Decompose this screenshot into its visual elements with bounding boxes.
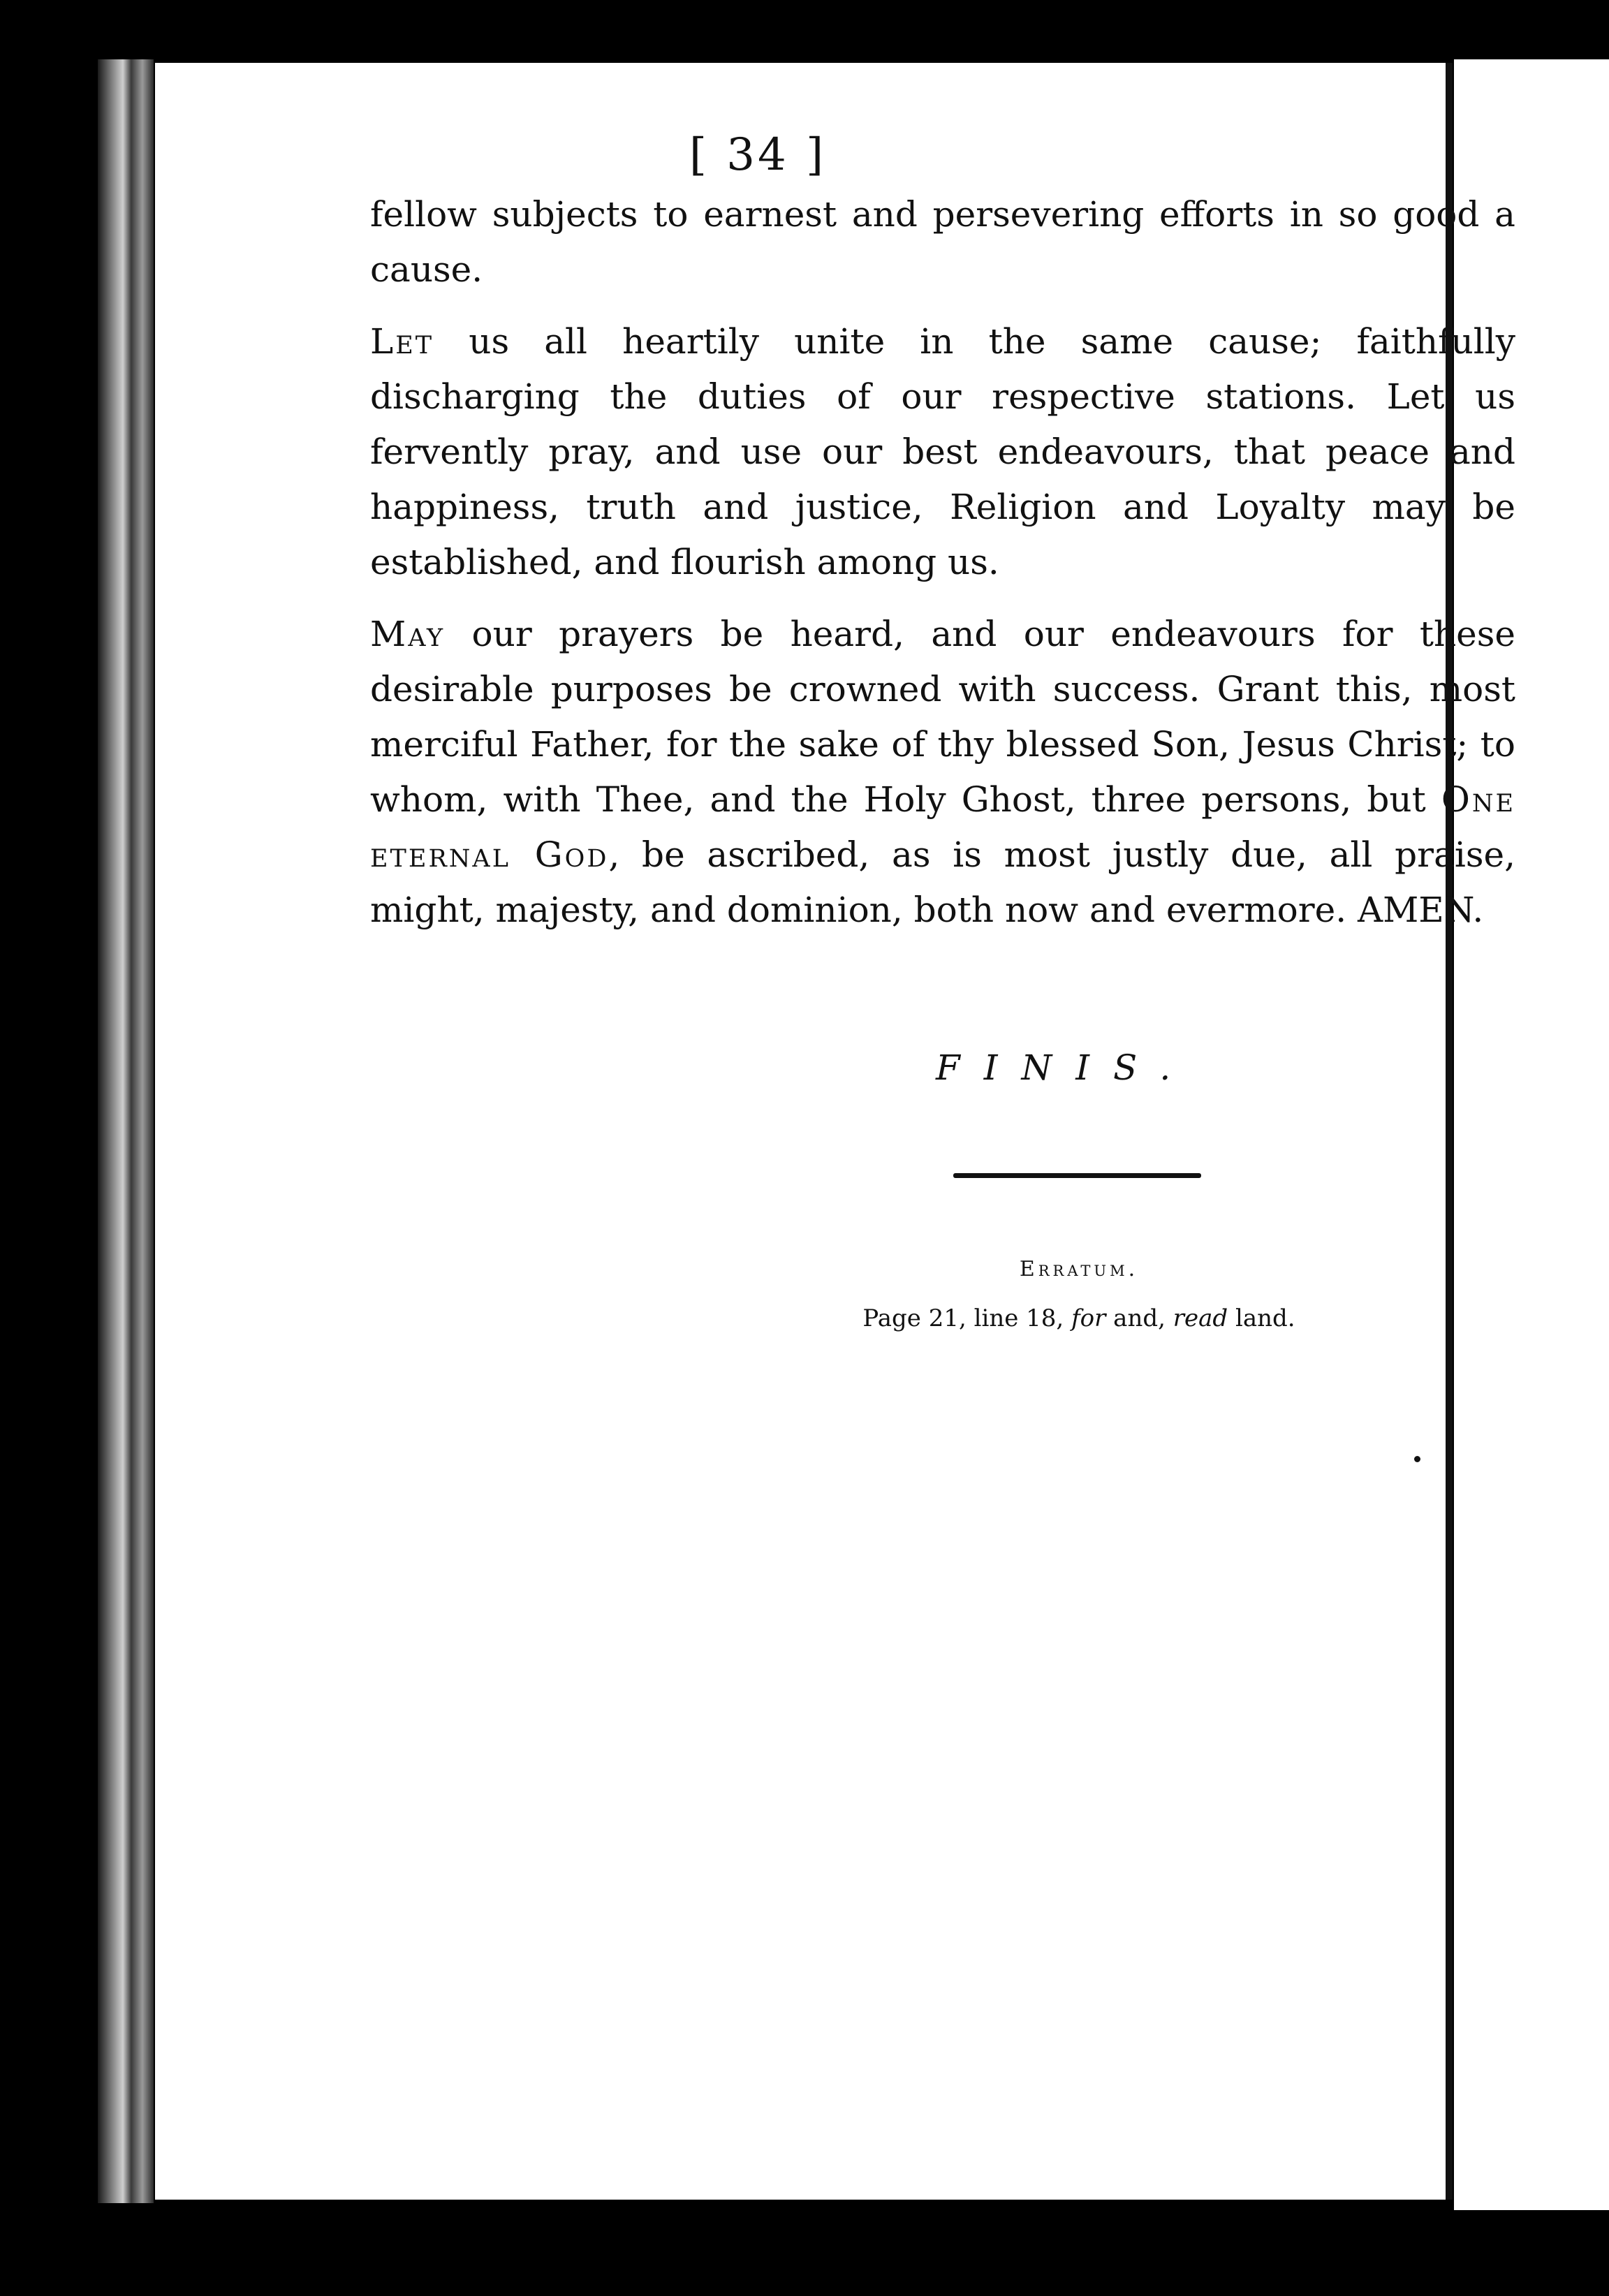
paragraph-3-smallcaps: One eternal God — [370, 779, 1515, 875]
paragraph-3-text: our prayers be heard, and our endeavours for these desirable purposes be crowned with success. Grant this, most merciful Father, for the sake of thy blessed Son, Jesus Christ; to whom, with Thee, and the Holy Ghost, three persons, but — [370, 614, 1515, 820]
book-spine-gutter — [98, 59, 154, 2203]
body-text — [370, 187, 1515, 938]
paragraph-2-text: us all heartily unite in the same cause; faithfully discharging the duties of our respective stations. Let us fervently pray, and use our best endeavours, that peace and happiness, truth and justice, Religion and Loyalty may be established, and flourish among us. — [370, 321, 1515, 582]
paragraph-1-text: fellow subjects to earnest and persevering efforts in so good a cause. — [370, 194, 1515, 290]
paragraph-2 — [370, 314, 1515, 590]
erratum-heading: Erratum. — [1019, 1257, 1139, 1281]
paragraph-3-lead: May — [370, 614, 446, 654]
ink-speck — [1414, 1456, 1420, 1462]
divider-rule — [953, 1173, 1201, 1178]
erratum-read-word: land. — [1228, 1304, 1295, 1332]
paragraph-3 — [370, 607, 1515, 938]
paragraph-2-lead: Let — [370, 321, 434, 362]
erratum-line — [210, 1304, 1609, 1332]
erratum-read-label: read — [1173, 1304, 1228, 1332]
erratum-for-word: and, — [1105, 1304, 1173, 1332]
paragraph-3-tail: , be ascribed, as is most justly due, all praise, might, majesty, and dominion, both now and evermore. AMEN. — [370, 834, 1516, 930]
erratum-for-label: for — [1071, 1304, 1106, 1332]
finis-heading: FINIS. — [936, 1047, 1195, 1088]
erratum-prefix: Page 21, line 18, — [862, 1304, 1072, 1332]
paragraph-1 — [370, 187, 1515, 297]
page-number: [ 34 ] — [689, 129, 827, 181]
